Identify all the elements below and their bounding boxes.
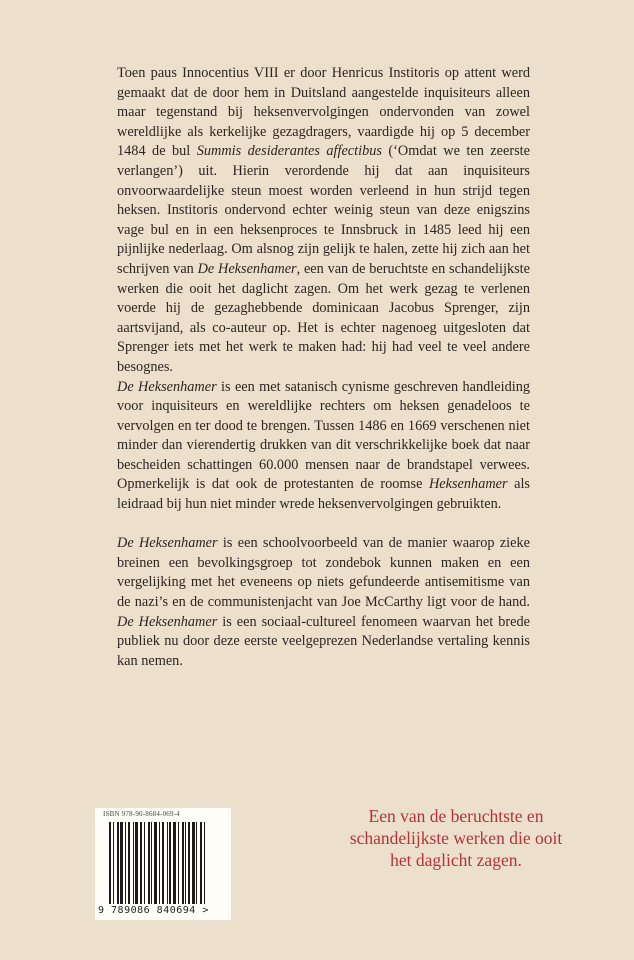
tagline-quote: Een van de beruchtste en schandelijkste werken die ooit het daglicht zagen.	[349, 806, 563, 870]
italic-title: De Heksenhamer	[117, 613, 218, 630]
barcode-bars	[109, 822, 219, 904]
italic-title: Summis desiderantes affectibus	[196, 143, 382, 160]
text-run: is een sociaal-cultureel fenomeen waarvan het brede publiek nu door deze eerste veelgeprezen Nederlandse vertaling kennis kan nemen.	[117, 613, 530, 669]
text-run: (‘Omdat we ten zeerste verlangen’) uit. Hierin verordende hij dat aan inquisiteurs onvoorwaardelijke steun moest worden verleend in hun strijd tegen heksen. Institoris ondervond echter weinig steun van deze enigszins vage bul en in een heksenproces te Innsbruck in 1485 leed hij een pijnlijke nederlaag. Om alsnog zijn gelijk te halen, zette hij zich aan het schrijven van	[117, 143, 530, 277]
text-run: is een schoolvoorbeeld van de manier waarop zieke breinen een bevolkingsgroep tot zondebok kunnen maken en een vergelijking met het eveneens op niets gefundeerde antisemitisme van de nazi’s en de communistenjacht van Joe McCarthy ligt voor de hand.	[117, 535, 530, 611]
italic-title: De Heksenhamer	[117, 535, 218, 552]
text-run: Toen paus Innocentius VIII er door Henricus Institoris op attent werd gemaakt dat de door hem in Duitsland aangestelde inquisiteurs alleen maar tegenstand bij heksenvervolgingen ondervonden van zowel wereldlijke als kerkelijke gezagdragers, vaardigde hij op 5 december 1484 de bul	[117, 65, 530, 160]
back-cover-text	[117, 64, 530, 671]
barcode-number: 9 789086 840694 >	[98, 905, 209, 916]
isbn-barcode	[95, 808, 231, 920]
isbn-label: ISBN 978-90-8684-069-4	[103, 810, 180, 818]
paragraph-gap	[117, 515, 530, 535]
text-run: is een met satanisch cynisme geschreven handleiding voor inquisiteurs en wereldlijke rechters om heksen genadeloos te vervolgen en ter dood te brengen. Tussen 1486 en 1669 verschenen niet minder dan vierendertig drukken van dit verschrikkelijke boek dat naar bescheiden schattingen 60.000 mensen naar de brandstapel verwees. Opmerkelijk is dat ook de protestanten de roomse	[117, 378, 530, 493]
paragraph-1	[117, 64, 530, 378]
italic-title: De Heksenhamer	[117, 378, 217, 395]
paragraph-2	[117, 378, 530, 515]
italic-title: De Heksenhamer	[197, 260, 297, 277]
text-run: , een van de beruchtste en schandelijkste werken die ooit het daglicht zagen. Om het werk gezag te verlenen voerde hij de gezaghebbende dominicaan Jacobus Sprenger, zijn aartsvijand, als co-auteur op. Het is echter nagenoeg uitgesloten dat Sprenger iets met het werk te maken had: hij had veel te veel andere besognes.	[117, 260, 530, 375]
italic-title: Heksenhamer	[428, 476, 508, 493]
paragraph-3	[117, 534, 530, 671]
text-run: als leidraad bij hun niet minder wrede heksenvervolgingen gebruikten.	[117, 476, 530, 513]
